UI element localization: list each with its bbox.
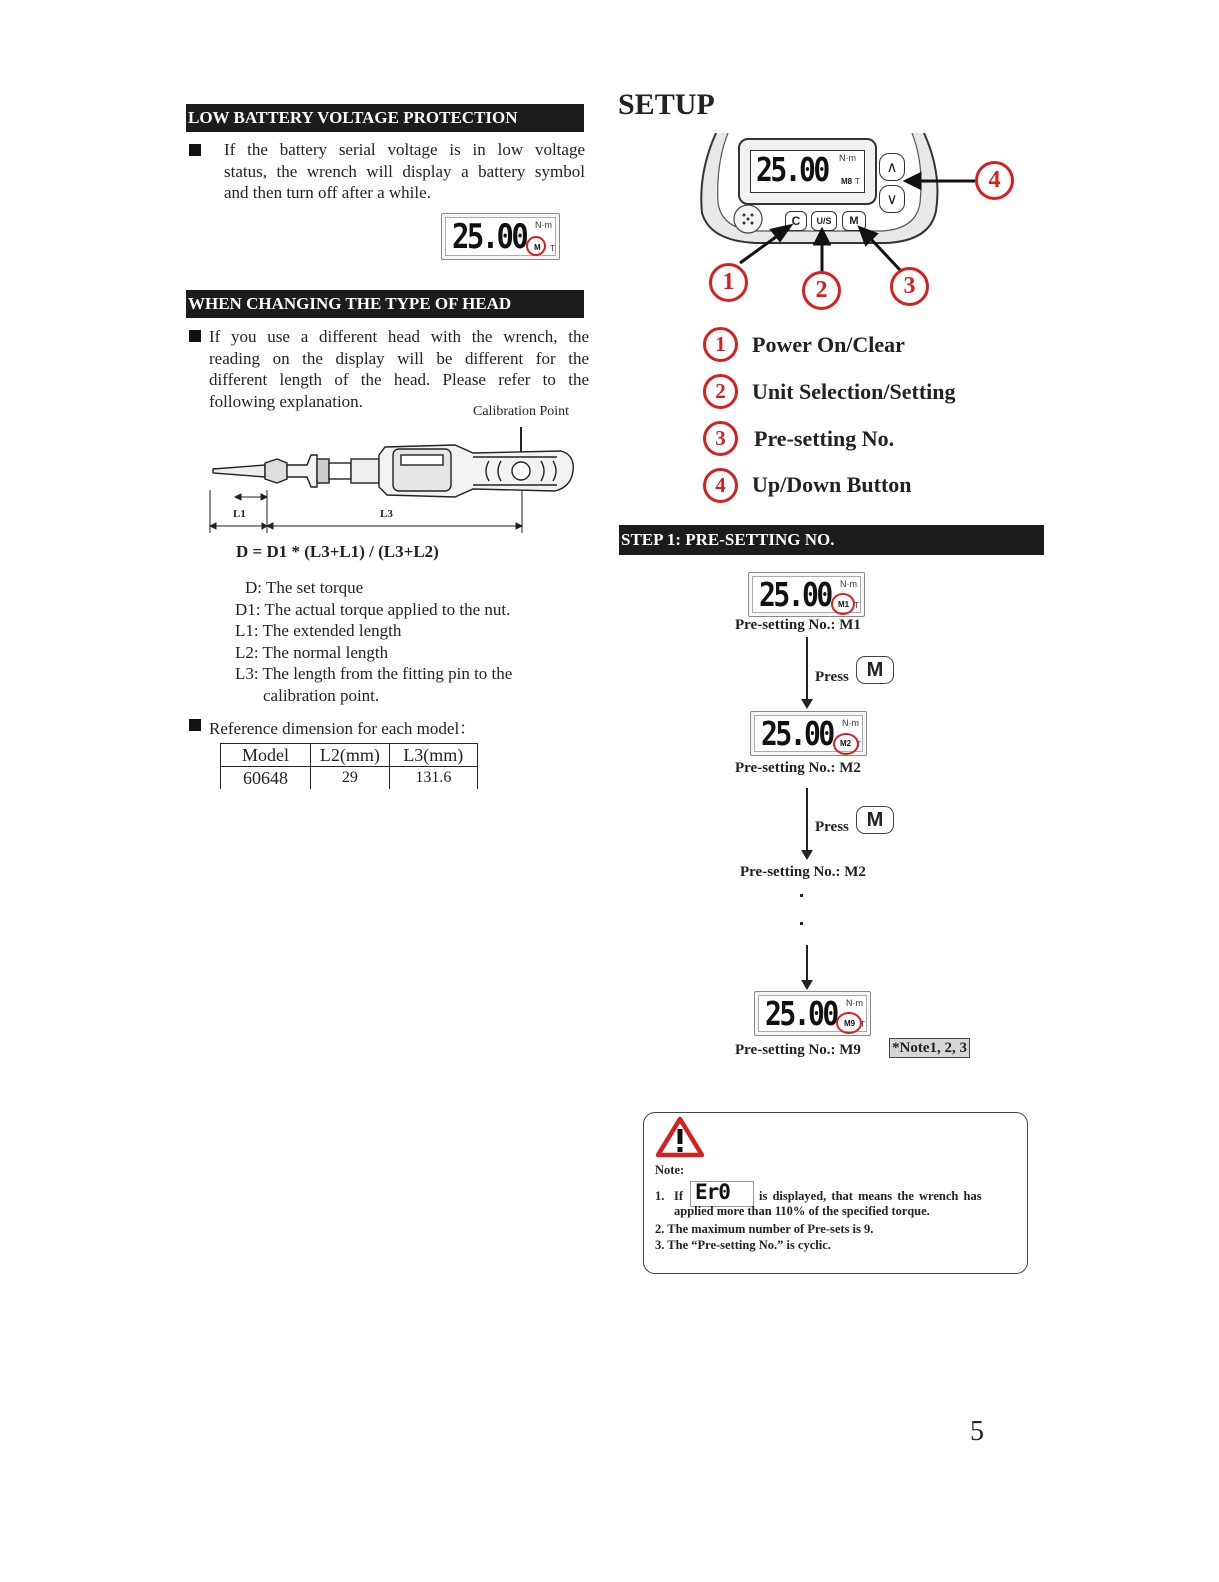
flow-arrow-line [806, 945, 808, 980]
preset-display-m1 [748, 572, 865, 617]
head-change-heading: WHEN CHANGING THE TYPE OF HEAD [186, 290, 584, 318]
warning-triangle-icon [655, 1116, 705, 1158]
note-1-cont: applied more than 110% of the specified torque. [674, 1204, 930, 1218]
callout-1: 1 [709, 263, 748, 302]
chevron-down-icon: ∨ [886, 190, 898, 208]
clear-button[interactable]: C [785, 211, 807, 231]
display-digits: 25.00 [759, 575, 831, 614]
wrench-diagram [205, 425, 585, 535]
preset-caption: Pre-setting No.: M9 [735, 1042, 861, 1058]
ellipsis-dot [800, 894, 803, 897]
note-1-text: is displayed, that means the wrench has [759, 1189, 982, 1203]
display-digits: 25.00 [452, 217, 527, 257]
legend-label: Pre-setting No. [754, 426, 895, 451]
m-button-icon: M [856, 656, 894, 684]
reference-title: Reference dimension for each model： [209, 719, 477, 738]
flow-arrow-head [801, 850, 813, 860]
press-label: Press [815, 819, 849, 835]
table-header: Model [221, 744, 311, 767]
preset-display-m9 [754, 991, 871, 1036]
low-battery-line: If the battery serial voltage is in low voltage [224, 140, 585, 159]
display-unit: N·m [846, 998, 863, 1008]
battery-highlight-circle [526, 236, 546, 256]
wrench-head-drawing [213, 455, 379, 487]
callout-2: 2 [802, 271, 841, 310]
callout-4: 4 [975, 161, 1014, 200]
chevron-up-icon: ∧ [886, 158, 898, 176]
legend-label: Unit Selection/Setting [752, 379, 956, 404]
table-cell: 29 [311, 767, 390, 790]
device-t: T [855, 177, 860, 186]
flow-arrow-line [806, 637, 808, 699]
memory-highlight-circle [836, 1012, 862, 1034]
dimension-lines [210, 490, 522, 533]
low-battery-line: status, the wrench will display a battery symbol [224, 161, 585, 181]
preset-caption: Pre-setting No.: M1 [735, 617, 861, 633]
low-battery-text [224, 139, 585, 204]
display-mem: M [534, 243, 541, 252]
bullet-icon [189, 330, 201, 342]
ellipsis-dot [800, 922, 803, 925]
calibration-point-label: Calibration Point [473, 404, 570, 419]
page-number: 5 [970, 1416, 984, 1447]
display-t: T [856, 740, 861, 749]
legend-num: 1 [703, 327, 738, 362]
display-digits: 25.00 [761, 714, 833, 753]
display-t: T [854, 601, 859, 610]
display-digits: 25.00 [765, 994, 837, 1033]
memory-button[interactable]: M [842, 211, 866, 231]
low-battery-display [441, 213, 560, 260]
definition-item: calibration point. [263, 685, 380, 705]
display-unit: N·m [842, 718, 859, 728]
low-battery-line: and then turn off after a while. [224, 183, 431, 202]
table-header-row [221, 744, 478, 767]
legend-num: 2 [703, 374, 738, 409]
error-display-text: Er0 [695, 1180, 730, 1204]
setup-title: SETUP [618, 88, 715, 121]
note-1-num: 1. [655, 1189, 665, 1203]
definition-item: L1: The extended length [235, 621, 402, 640]
table-header: L3(mm) [389, 744, 477, 767]
display-t: T [860, 1020, 865, 1029]
definition-item: L3: The length from the fitting pin to the [235, 664, 513, 683]
table-row [221, 767, 478, 790]
flow-arrow-head [801, 980, 813, 990]
device-digits: 25.00 [756, 150, 828, 189]
note-3: 3. The “Pre-setting No.” is cyclic. [655, 1238, 831, 1252]
press-label: Press [815, 669, 849, 685]
flow-arrow-head [801, 699, 813, 709]
unit-select-button[interactable]: U/S [811, 211, 837, 231]
callout-arrows [700, 160, 1020, 280]
low-battery-heading: LOW BATTERY VOLTAGE PROTECTION [186, 104, 584, 132]
wrench-body-drawing [379, 445, 573, 497]
device-mem: M8 [841, 177, 853, 186]
callout-3: 3 [890, 267, 929, 306]
dimension-l1-label: L1 [233, 508, 246, 520]
device-unit: N·m [839, 153, 856, 163]
head-change-line: following explanation. [209, 391, 363, 411]
head-change-line: If you use a different head with the wrench, the [209, 327, 589, 346]
step1-heading: STEP 1: PRE-SETTING NO. [619, 525, 1044, 555]
memory-highlight-circle [831, 593, 855, 615]
memory-highlight-circle [833, 733, 859, 755]
definition-item: D: The set torque [245, 578, 364, 597]
notes-box [643, 1112, 1028, 1274]
reference-table [220, 743, 478, 789]
dimension-l3-label: L3 [380, 508, 393, 520]
head-change-line: reading on the display will be different for the [209, 348, 589, 368]
definition-item: L2: The normal length [235, 642, 389, 662]
legend-label: Power On/Clear [752, 332, 905, 357]
legend-label: Up/Down Button [752, 472, 912, 497]
table-cell: 131.6 [389, 767, 477, 790]
definition-item: D1: The actual torque applied to the nut. [235, 599, 511, 619]
preset-caption: Pre-setting No.: M2 [740, 864, 866, 880]
display-mem: M1 [838, 600, 850, 609]
definitions-list [235, 577, 512, 706]
flow-arrow-line [806, 788, 808, 850]
display-unit: N·m [840, 579, 857, 589]
head-change-line: different length of the head. Please refer to the [209, 370, 589, 389]
bullet-icon [189, 719, 201, 731]
note-1-if: If [674, 1189, 684, 1203]
display-mem: M2 [840, 739, 852, 748]
bullet-icon [189, 144, 201, 156]
table-header: L2(mm) [311, 744, 390, 767]
legend-num: 3 [703, 421, 738, 456]
display-unit: N·m [535, 220, 552, 230]
preset-display-m2 [750, 711, 867, 756]
m-button-icon: M [856, 806, 894, 834]
display-t: T [550, 244, 555, 253]
display-mem: M9 [844, 1019, 856, 1028]
torque-formula: D = D1 * (L3+L1) / (L3+L2) [236, 542, 439, 561]
table-cell: 60648 [221, 767, 311, 790]
head-change-text [209, 326, 589, 412]
legend-num: 4 [703, 468, 738, 503]
notes-title: Note: [655, 1163, 685, 1177]
note-reference: *Note1, 2, 3 [889, 1038, 970, 1058]
preset-caption: Pre-setting No.: M2 [735, 760, 861, 776]
note-2: 2. The maximum number of Pre-sets is 9. [655, 1222, 874, 1236]
